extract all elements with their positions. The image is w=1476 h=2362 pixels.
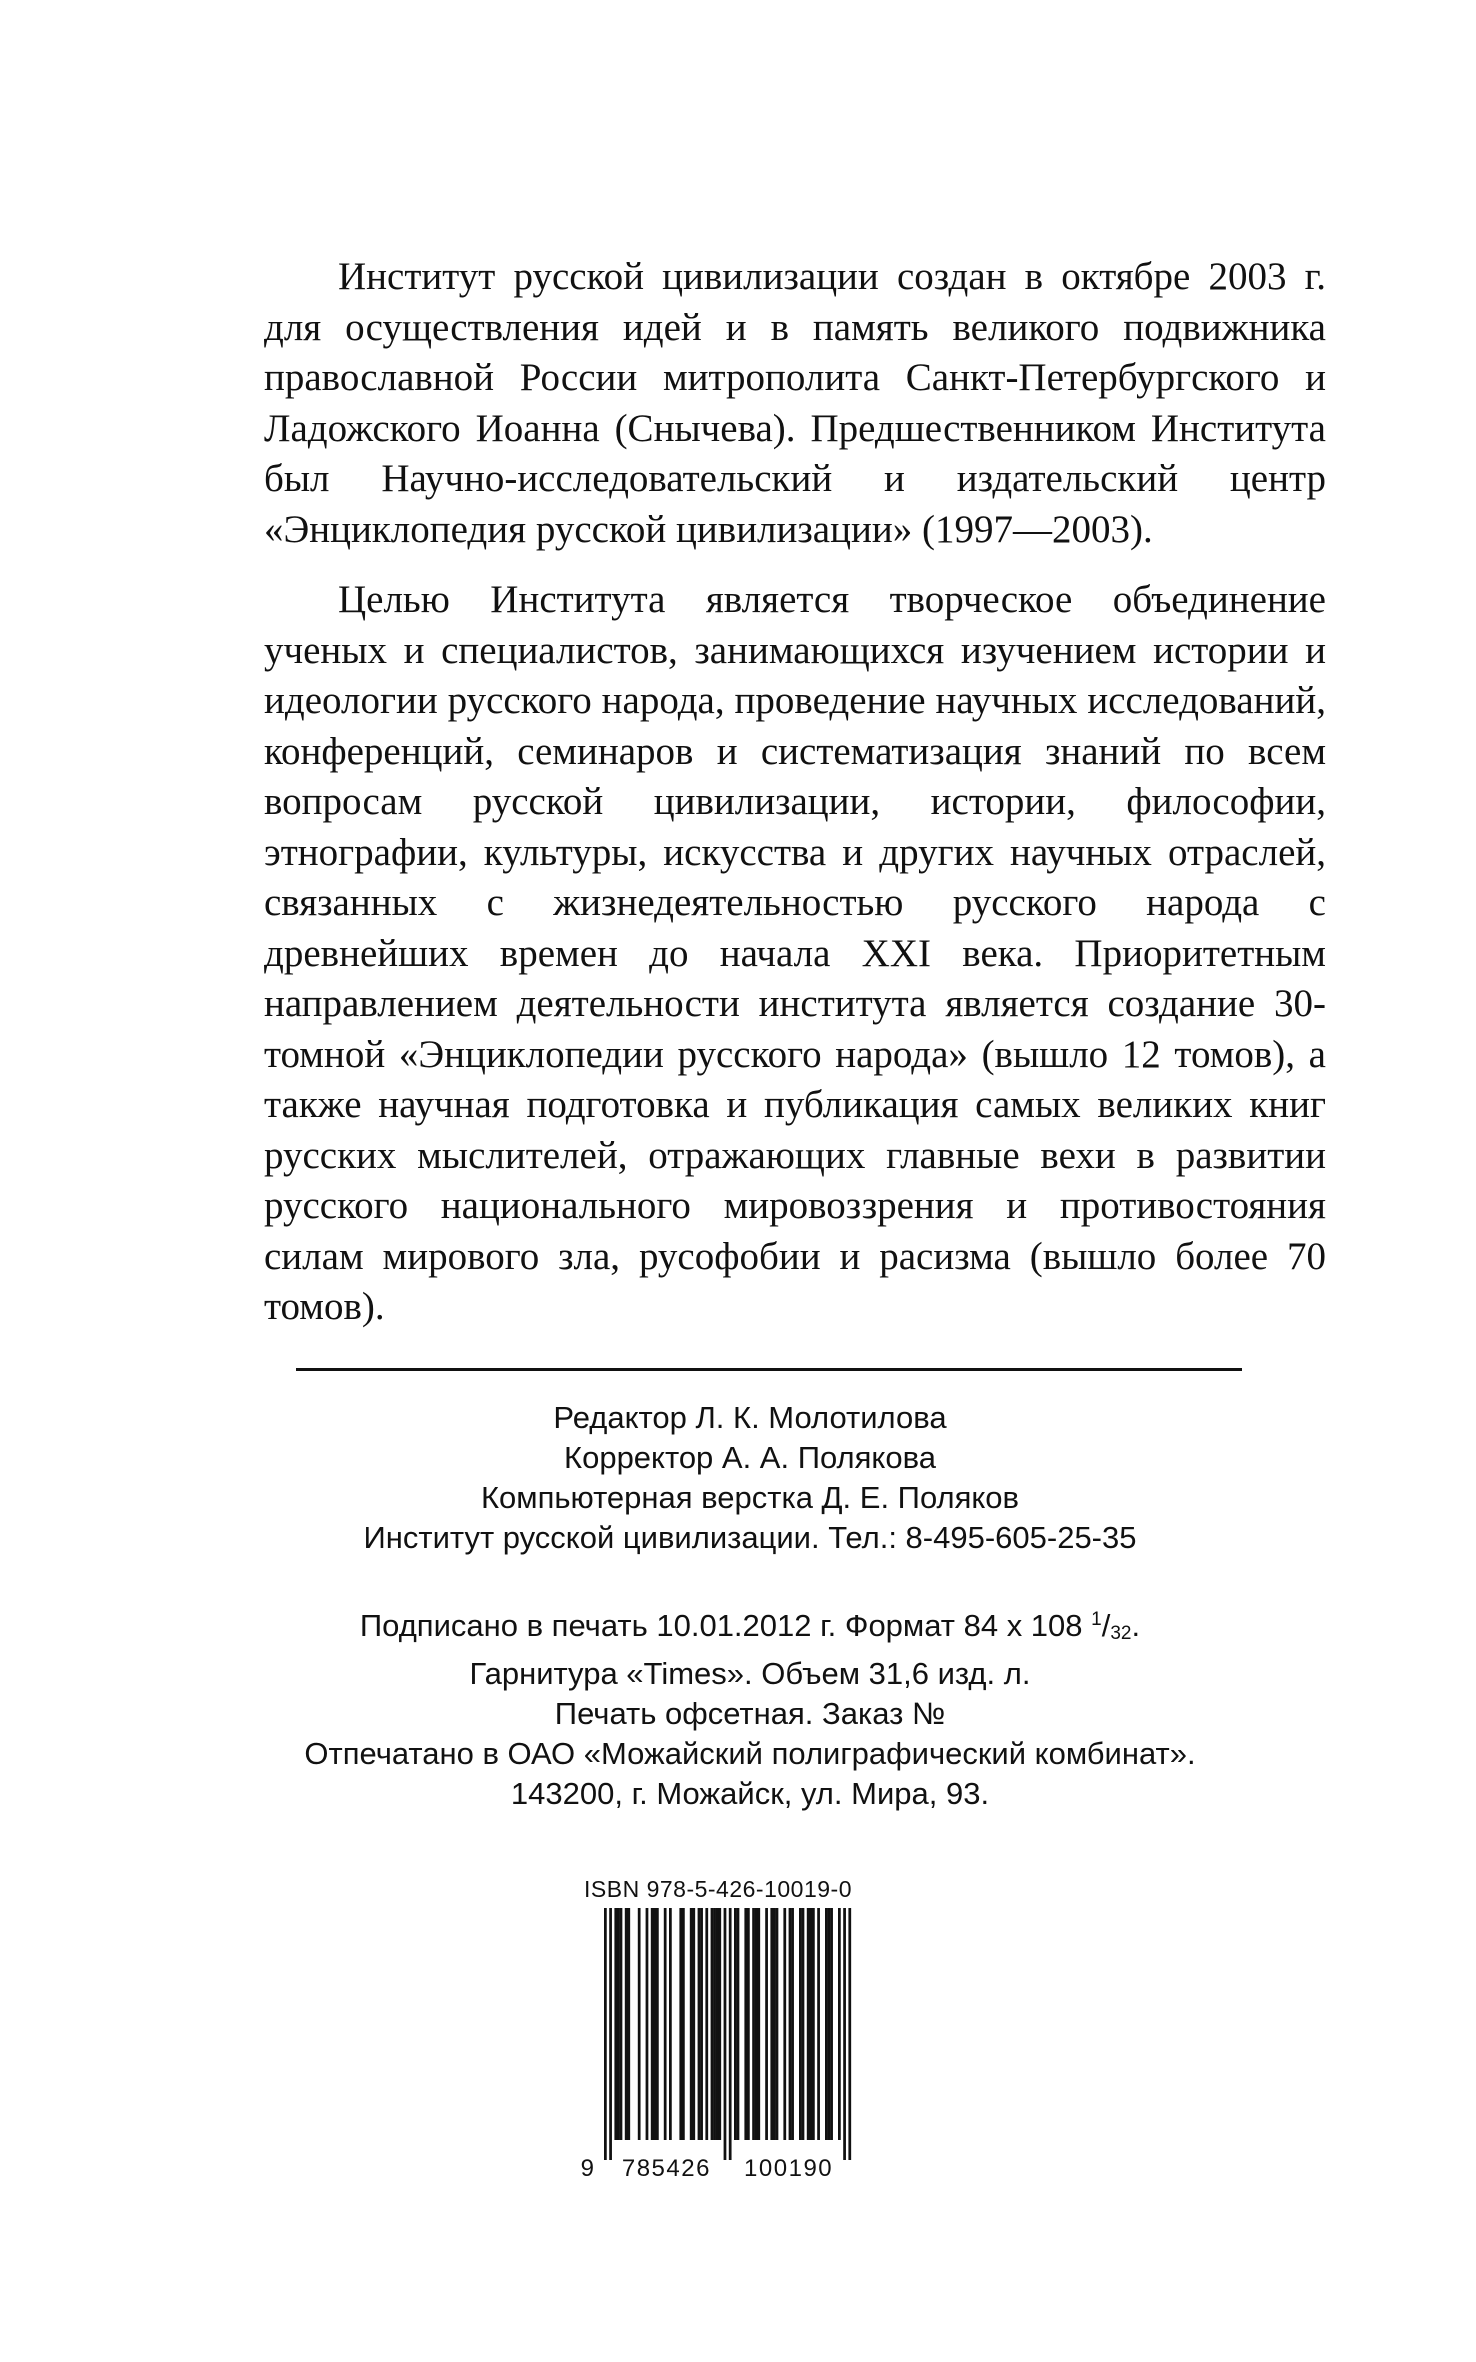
barcode-bar bbox=[773, 1908, 776, 2140]
barcode-bar bbox=[828, 1908, 831, 2140]
barcode-bar bbox=[620, 1908, 623, 2140]
barcode-bar bbox=[679, 1908, 682, 2140]
signed-suffix: . bbox=[1131, 1608, 1141, 1643]
barcode-bar bbox=[807, 1908, 810, 2140]
format-fraction bbox=[1091, 1608, 1131, 1643]
barcode-bar bbox=[776, 1908, 779, 2140]
barcode-bar bbox=[653, 1908, 656, 2140]
barcode-bar bbox=[744, 1908, 747, 2140]
printing-block bbox=[236, 1600, 1264, 1814]
format-denominator: 32 bbox=[1110, 1623, 1132, 1644]
barcode-bar bbox=[724, 1908, 727, 2160]
barcode-bar bbox=[609, 1908, 612, 2160]
barcode-bar bbox=[625, 1908, 628, 2140]
barcode-bar bbox=[700, 1908, 703, 2140]
barcode-bar bbox=[799, 1908, 802, 2140]
barcode-bar bbox=[656, 1908, 659, 2140]
address-line: 143200, г. Можайск, ул. Мира, 93. bbox=[510, 1776, 990, 1811]
barcode-bar bbox=[830, 1908, 833, 2140]
barcode-bar bbox=[698, 1908, 701, 2140]
typeface-volume-line: Гарнитура «Times». Объем 31,6 изд. л. bbox=[469, 1656, 1031, 1691]
barcode-bar bbox=[838, 1908, 841, 2140]
barcode-bar bbox=[617, 1908, 620, 2140]
signed-for-print-line bbox=[236, 1600, 1264, 1654]
barcode-bar bbox=[752, 1908, 755, 2140]
main-text bbox=[264, 252, 1326, 1333]
separator-rule bbox=[296, 1368, 1242, 1371]
credits-block bbox=[236, 1398, 1264, 1558]
barcode-bar bbox=[716, 1908, 719, 2140]
barcode-bar bbox=[765, 1908, 768, 2140]
barcode-graphic bbox=[578, 1908, 902, 2184]
barcode-bar bbox=[812, 1908, 815, 2140]
barcode-digit-lead: 9 bbox=[580, 2155, 596, 2182]
barcode-bar bbox=[692, 1908, 695, 2140]
barcode-bar bbox=[711, 1908, 714, 2140]
barcode-bar bbox=[843, 1908, 846, 2160]
barcode-bar bbox=[651, 1908, 654, 2140]
barcode-bar bbox=[848, 1908, 851, 2160]
paragraph-institute-history: Институт русской цивилизации создан в октябре 2003 г. для осуществления идей и в память великого подвижника православной России митрополита Санкт-Петербургского и Ладожского Иоанна (Снычева). Предшественником Института был Научно-исследовательский и издательский центр «Энциклопедия русской цивилизации» (1997—2003). bbox=[264, 255, 1326, 551]
format-slash: / bbox=[1101, 1608, 1111, 1643]
institute-phone-line: Институт русской цивилизации. Тел.: 8-495-605-25-35 bbox=[363, 1520, 1137, 1555]
barcode-bar bbox=[737, 1908, 740, 2140]
barcode-bar bbox=[809, 1908, 812, 2140]
format-numerator: 1 bbox=[1091, 1609, 1102, 1630]
editor-line: Редактор Л. К. Молотилова bbox=[553, 1400, 947, 1435]
barcode-digits-left: 785426 bbox=[621, 2155, 711, 2182]
barcode-bar bbox=[669, 1908, 672, 2140]
barcode-bar bbox=[682, 1908, 685, 2140]
proofreader-line: Корректор А. А. Полякова bbox=[564, 1440, 936, 1475]
layout-line: Компьютерная верстка Д. Е. Поляков bbox=[480, 1480, 1020, 1515]
barcode-bar bbox=[747, 1908, 750, 2140]
barcode-bar bbox=[755, 1908, 758, 2140]
barcode-bar bbox=[646, 1908, 649, 2140]
barcode-bar bbox=[664, 1908, 667, 2140]
paragraph-institute-goals: Целью Института является творческое объединение ученых и специалистов, занимающихся изучением истории и идеологии русского народа, проведение научных исследований, конференций, семинаров и систематизация знаний по всем вопросам русской цивилизации, истории, философии, этнографии, культуры, искусства и других научных отраслей, связанных с жизнедеятельностью русского народа с древнейших времен до начала XXI века. Приоритетным направлением деятельности института является создание 30-томной «Энциклопедии русского народа» (вышло 12 томов), а также научная подготовка и публикация самых великих книг русских мыслителей, отражающих главные вехи в развитии русского национального мировоззрения и противостояния силам мирового зла, русофобии и расизма (вышло более 70 томов). bbox=[264, 578, 1326, 1328]
barcode-bar bbox=[690, 1908, 693, 2140]
barcode-bar bbox=[718, 1908, 721, 2140]
barcode-bar bbox=[789, 1908, 792, 2140]
barcode-digits-right: 100190 bbox=[744, 2155, 834, 2182]
barcode-bar bbox=[825, 1908, 828, 2140]
barcode-bar bbox=[757, 1908, 760, 2140]
printed-at-line: Отпечатано в ОАО «Можайский полиграфический комбинат». bbox=[304, 1736, 1196, 1771]
barcode-bar bbox=[791, 1908, 794, 2140]
barcode-bar bbox=[604, 1908, 607, 2160]
signed-prefix: Подписано в печать 10.01.2012 г. Формат 84 х 108 bbox=[359, 1608, 1092, 1643]
barcode-bar bbox=[713, 1908, 716, 2140]
barcode-bar bbox=[770, 1908, 773, 2140]
barcode-bar bbox=[638, 1908, 641, 2140]
barcode-bar bbox=[817, 1908, 820, 2140]
isbn-label: ISBN 978-5-426-10019-0 bbox=[584, 1876, 852, 1902]
print-order-line: Печать офсетная. Заказ № bbox=[554, 1696, 946, 1731]
barcode-bar bbox=[705, 1908, 708, 2140]
barcode-bar bbox=[614, 1908, 617, 2140]
barcode-bar bbox=[734, 1908, 737, 2140]
barcode-bar bbox=[802, 1908, 805, 2140]
barcode-bar bbox=[627, 1908, 630, 2140]
isbn-barcode bbox=[578, 1876, 902, 2186]
barcode-bar bbox=[783, 1908, 786, 2140]
barcode-bar bbox=[729, 1908, 732, 2160]
